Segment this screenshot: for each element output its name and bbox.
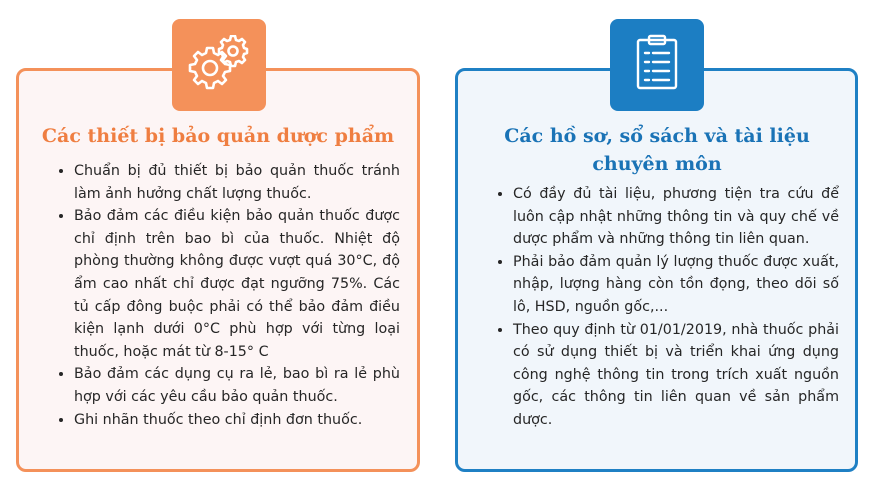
documents-badge xyxy=(610,19,704,111)
list-item: • Có đầy đủ tài liệu, phương tiện tra cứu để luôn cập nhật những thông tin và quy chế về dược phẩm và những thông tin liên quan. xyxy=(513,183,839,251)
list-item: • Phải bảo đảm quản lý lượng thuốc được xuất, nhập, lượng hàng còn tồn đọng, theo dõi số lô, HSD, nguồn gốc,... xyxy=(513,251,839,319)
equipment-title: Các thiết bị bảo quản dược phẩm xyxy=(41,125,395,147)
equipment-list xyxy=(52,160,400,431)
gears-icon xyxy=(187,35,251,95)
list-item: • Ghi nhãn thuốc theo chỉ định đơn thuốc. xyxy=(74,409,400,432)
documents-list xyxy=(491,183,839,432)
documents-title: Các hồ sơ, sổ sách và tài liệu chuyên môn xyxy=(504,125,810,175)
list-item: • Theo quy định từ 01/01/2019, nhà thuốc phải có sử dụng thiết bị và triển khai ứng dụng công nghệ thông tin trong trích xuất nguồn gốc, các thông tin liên quan về sản phẩm dược. xyxy=(513,319,839,432)
clipboard-checklist-icon xyxy=(634,34,680,96)
list-item: • Bảo đảm các điều kiện bảo quản thuốc được chỉ định trên bao bì của thuốc. Nhiệt độ phòng thường không được vượt quá 30°C, độ ẩm cao nhất chỉ được đạt ngưỡng 75%. Các tủ cấp đông buộc phải có thể bảo đảm điều kiện lạnh dưới 0°C phù hợp với từng loại thuốc, hoặc mát từ 8-15° C xyxy=(74,205,400,363)
list-item: • Bảo đảm các dụng cụ ra lẻ, bao bì ra lẻ phù hợp với các yêu cầu bảo quản thuốc. xyxy=(74,363,400,408)
equipment-badge xyxy=(172,19,266,111)
list-item: • Chuẩn bị đủ thiết bị bảo quản thuốc tránh làm ảnh hưởng chất lượng thuốc. xyxy=(74,160,400,205)
